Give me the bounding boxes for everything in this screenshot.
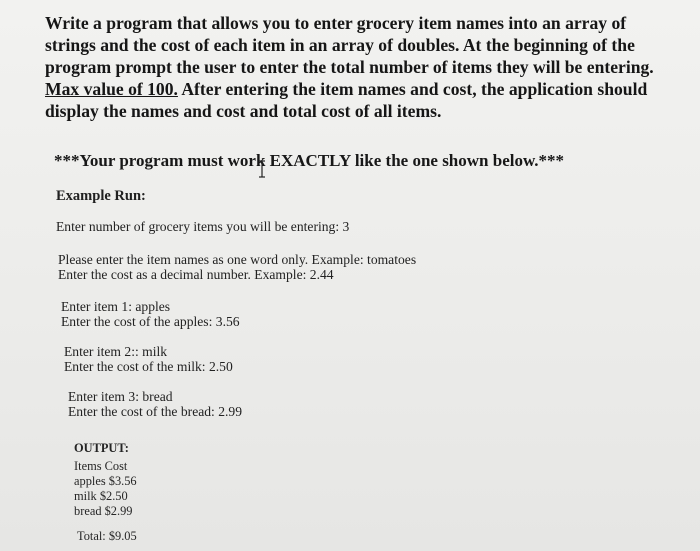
example-run-title: Example Run:: [56, 188, 146, 204]
text-cursor-icon: [258, 160, 266, 178]
instructions-line-2: Enter the cost as a decimal number. Example: 2.44: [58, 267, 334, 282]
prompt-line-4: [45, 78, 693, 100]
assignment-prompt: [45, 12, 693, 122]
exact-behavior-notice: ***Your program must work EXACTLY like the one shown below.***: [54, 151, 565, 170]
item-1-cost-line: Enter the cost of the apples: 3.56: [61, 314, 240, 329]
output-row: bread $2.99: [74, 504, 133, 518]
prompt-line-3: program prompt the user to enter the total number of items they will be entering.: [45, 57, 654, 77]
prompt-line-2: strings and the cost of each item in an array of doubles. At the beginning of the: [45, 35, 635, 55]
item-3-cost-line: Enter the cost of the bread: 2.99: [68, 404, 243, 419]
item-1-name-line: Enter item 1: apples: [61, 299, 171, 314]
enter-count-line: Enter number of grocery items you will be entering: 3: [56, 219, 350, 234]
item-3-name-line: Enter item 3: bread: [68, 389, 173, 404]
item-2-name-line: Enter item 2:: milk: [64, 344, 168, 359]
output-total: Total: $9.05: [77, 529, 137, 543]
prompt-line-5: display the names and cost and total cost of all items.: [45, 101, 442, 121]
output-row: milk $2.50: [74, 489, 128, 503]
prompt-line-4-rest: After entering the item names and cost, the application should: [177, 79, 648, 99]
instructions-line-1: Please enter the item names as one word only. Example: tomatoes: [58, 252, 417, 267]
max-value-text: Max value of 100.: [45, 79, 178, 99]
prompt-line-1: Write a program that allows you to enter grocery item names into an array of: [45, 13, 627, 33]
output-heading: OUTPUT:: [74, 441, 129, 455]
output-row: Items Cost: [74, 459, 128, 473]
item-2-cost-line: Enter the cost of the milk: 2.50: [64, 359, 233, 374]
output-row: apples $3.56: [74, 474, 137, 488]
